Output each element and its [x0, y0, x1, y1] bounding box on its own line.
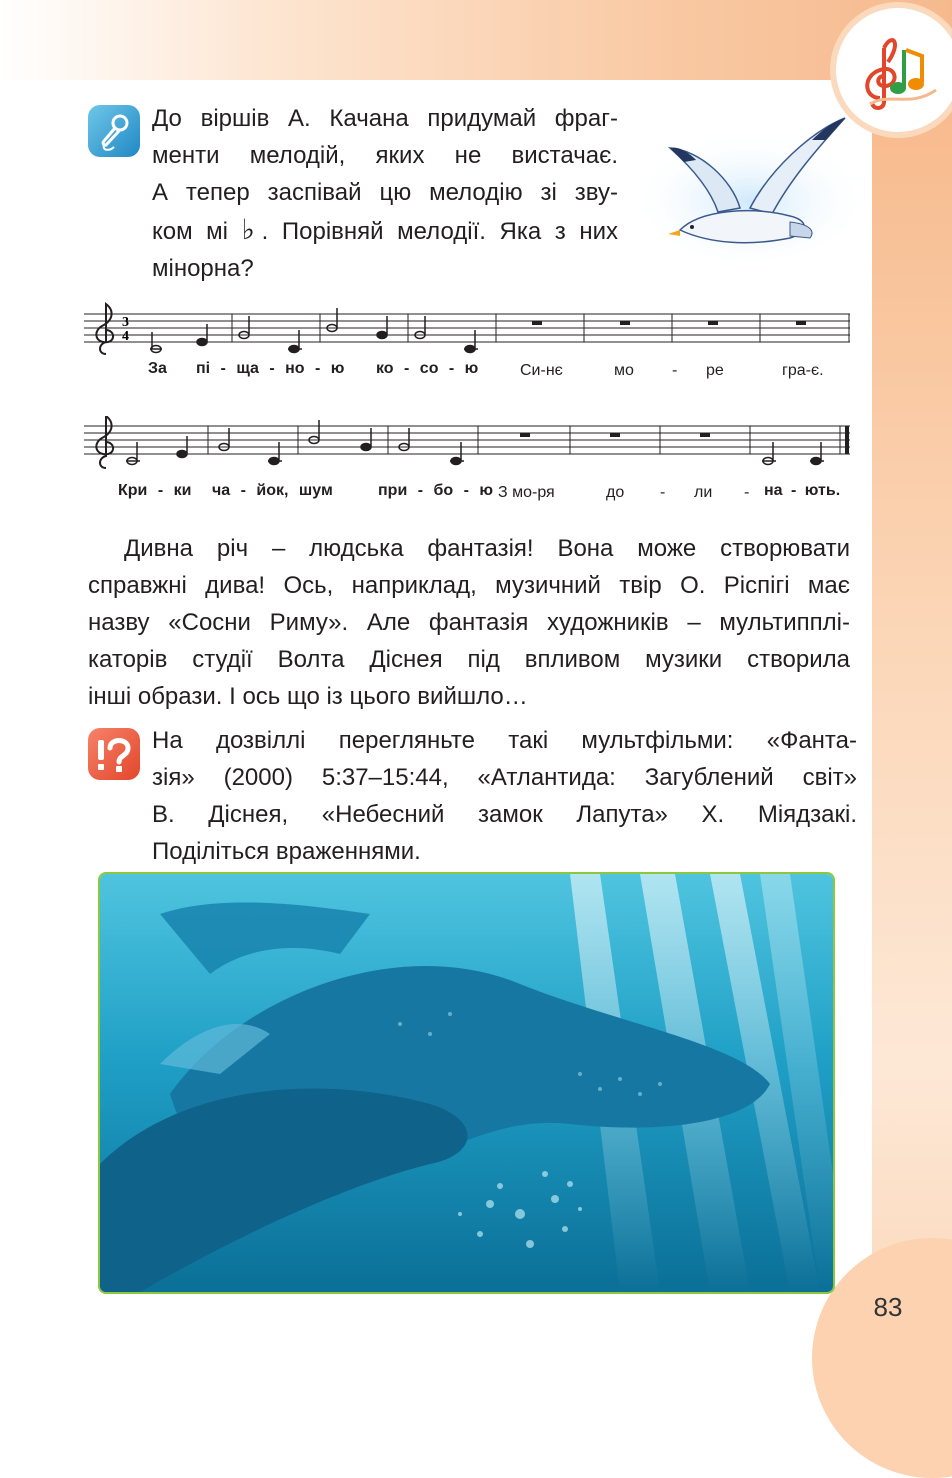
task-1-line: мінорна? — [152, 255, 254, 282]
task-2-line: В. Діснея, «Небесний замок Лапута» Х. Міядзакі. — [152, 801, 857, 828]
main-paragraph-line: назву «Сосни Риму». Але фантазія художників – мультипплі- — [88, 609, 850, 636]
music-score-1 — [84, 296, 854, 356]
task-1-line: А тепер заспівай цю мелодію зі зву- — [152, 179, 618, 206]
lyric-syllable: ре — [706, 362, 724, 379]
task-1-line — [152, 211, 618, 250]
lyric-syllable: - — [672, 362, 678, 379]
task-2-line: зія» (2000) 5:37–15:44, «Атлантида: Загублений світ» — [152, 764, 857, 791]
lyric-syllable: З мо-ря — [498, 484, 555, 501]
seagull-illustration — [640, 110, 860, 260]
lyric-syllable: до — [606, 484, 625, 501]
main-paragraph-line: Дивна річ – людська фантазія! Вона може створювати — [124, 535, 850, 562]
lyric-syllable: ли — [694, 484, 713, 501]
lyric-syllable: пі - ща - но - ю — [196, 360, 345, 377]
lyric-syllable: гра-є. — [782, 362, 824, 379]
music-score-2 — [84, 416, 854, 480]
question-icon — [88, 728, 140, 780]
task-2-line: Поділіться враженнями. — [152, 838, 421, 865]
main-paragraph — [88, 530, 850, 715]
main-paragraph-line: інші образи. І ось що із цього вийшло… — [88, 683, 528, 710]
main-paragraph-line: каторів студії Волта Діснея під впливом музики створила — [88, 646, 850, 673]
time-signature-top: 3 — [122, 315, 129, 330]
task-1-line-end: . Порівняй мелодії. Яка з них — [261, 218, 618, 245]
right-decor-band — [872, 80, 952, 1394]
lyric-syllable: мо — [614, 362, 634, 379]
lyric-syllable: За — [148, 360, 167, 377]
task-2-line: На дозвіллі перегляньте такі мультфільми: «Фанта- — [152, 727, 857, 754]
task-2-text — [152, 722, 857, 870]
task-1-line: До віршів А. Качана придумай фраг- — [152, 105, 618, 132]
main-paragraph-line: справжні дива! Ось, наприклад, музичний твір О. Ріспігі має — [88, 572, 850, 599]
lyric-syllable: на - ють. — [764, 482, 841, 499]
whales-underwater-image — [100, 874, 833, 1292]
lyric-syllable: ко - со - ю — [376, 360, 479, 377]
top-decor-band — [0, 0, 952, 80]
lyric-syllable: Кри - ки — [118, 482, 192, 499]
flat-sign: ♭ — [241, 214, 262, 245]
lyric-syllable: - — [744, 484, 750, 501]
time-signature-bottom: 4 — [122, 329, 129, 344]
page-number: 83 — [873, 1292, 903, 1322]
lyric-syllable: Си-нє — [520, 362, 563, 379]
lyric-syllable: ча - йок, шум — [212, 482, 333, 499]
task-1-line-start: ком мі — [152, 218, 229, 245]
lyric-syllable: при - бо - ю — [378, 482, 494, 499]
task-1-text — [152, 100, 618, 287]
task-1-line: менти мелодій, яких не вистачає. — [152, 142, 618, 169]
lyric-syllable: - — [660, 484, 666, 501]
page-corner-decor — [812, 1238, 952, 1478]
microphone-icon — [88, 105, 140, 157]
